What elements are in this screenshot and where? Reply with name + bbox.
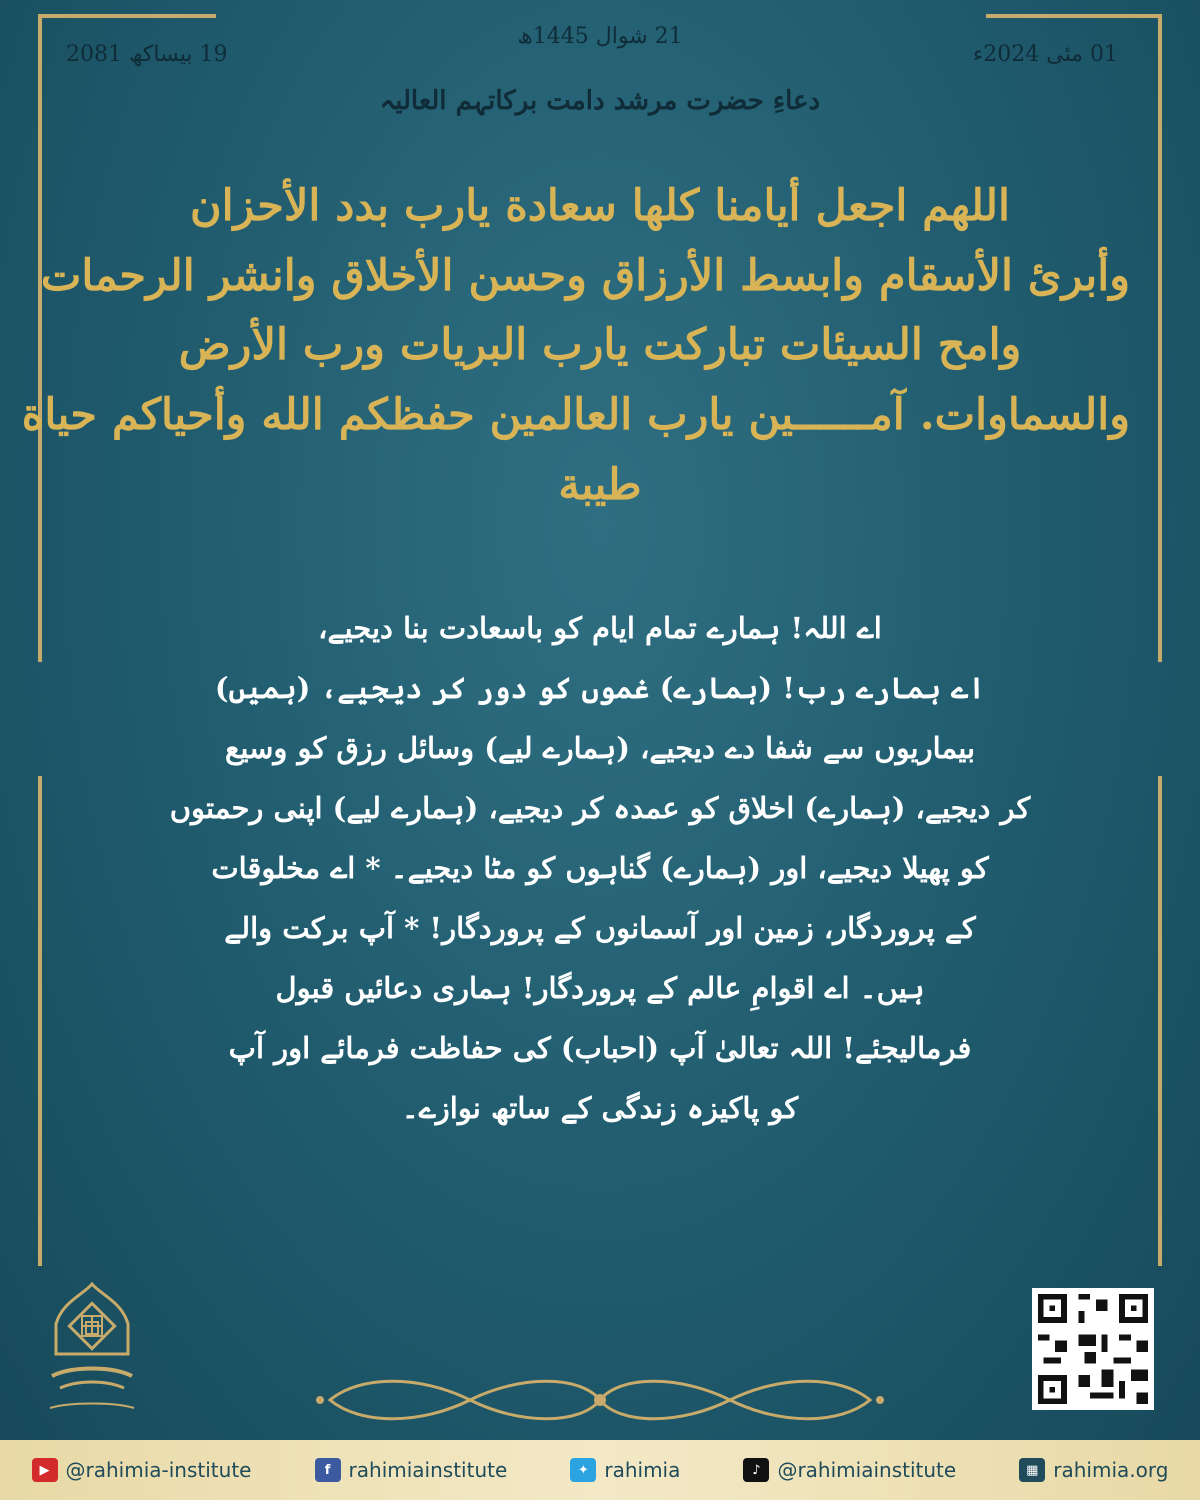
twitter-icon: ✦ bbox=[570, 1458, 596, 1482]
date-bikrami: 19 بیساکھ 2081 bbox=[66, 42, 228, 67]
footer-facebook[interactable] bbox=[315, 1458, 508, 1482]
date-gregorian: 01 مئی 2024ء bbox=[972, 42, 1118, 67]
social-footer bbox=[0, 1440, 1200, 1500]
footer-website[interactable] bbox=[1019, 1458, 1168, 1482]
footer-label: rahimia.org bbox=[1053, 1458, 1169, 1482]
urdu-line: کر دیجیے، (ہمارے) اخلاق کو عمدہ کر دیجیے، (ہمارے لیے) اپنی رحمتوں bbox=[169, 791, 1031, 826]
qr-code-icon[interactable] bbox=[1032, 1288, 1154, 1410]
footer-tiktok[interactable] bbox=[743, 1458, 956, 1482]
urdu-line: اے اللہ! ہمارے تمام ایام کو باسعادت بنا دیجیے، bbox=[318, 611, 882, 645]
ornament-divider-icon bbox=[300, 1370, 900, 1430]
footer-label: rahimia bbox=[604, 1458, 681, 1482]
frame-top-right bbox=[986, 14, 1162, 18]
tiktok-icon: ♪ bbox=[743, 1458, 769, 1482]
arabic-line: طيبة bbox=[558, 459, 642, 510]
arabic-line: وامح السيئات تباركت يارب البريات ورب الأرض bbox=[178, 320, 1022, 371]
date-hijri: 21 شوال 1445ھ bbox=[517, 24, 683, 49]
frame-left-lower bbox=[38, 776, 42, 1266]
urdu-line: ہیں۔ اے اقوامِ عالم کے پروردگار! ہماری دعائیں قبول bbox=[275, 971, 925, 1006]
urdu-line: اے ہمارے رب! (ہمارے) غموں کو دور کر دیجیے، (ہمیں) bbox=[214, 671, 986, 706]
arabic-line: والسماوات. آمــــــين يارب العالمين حفظكم الله وأحياكم حياة bbox=[21, 389, 1130, 440]
website-icon: ▦ bbox=[1019, 1458, 1045, 1482]
arabic-line: وأبرئ الأسقام وابسط الأرزاق وحسن الأخلاق وانشر الرحمات bbox=[40, 250, 1130, 301]
frame-top-left bbox=[38, 14, 216, 18]
footer-twitter[interactable] bbox=[570, 1458, 680, 1482]
urdu-line: کو پھیلا دیجیے، اور (ہمارے) گناہوں کو مٹا دیجیے۔ * اے مخلوقات bbox=[211, 851, 989, 886]
footer-youtube[interactable] bbox=[32, 1458, 252, 1482]
rahimia-logo-icon bbox=[42, 1280, 142, 1440]
youtube-icon: ▶ bbox=[32, 1458, 58, 1482]
urdu-line: بیماریوں سے شفا دے دیجیے، (ہمارے لیے) وسائل رزق کو وسیع bbox=[224, 731, 976, 766]
arabic-dua bbox=[21, 172, 1130, 520]
urdu-translation bbox=[150, 598, 1050, 1138]
urdu-line: کے پروردگار، زمین اور آسمانوں کے پروردگار! * آپ برکت والے bbox=[224, 911, 976, 946]
facebook-icon: f bbox=[315, 1458, 341, 1482]
urdu-line: کو پاکیزہ زندگی کے ساتھ نوازے۔ bbox=[401, 1091, 799, 1126]
arabic-line: اللهم اجعل أيامنا كلها سعادة يارب بدد الأحزان bbox=[190, 181, 1010, 231]
frame-right-lower bbox=[1158, 776, 1162, 1266]
footer-label: @rahimiainstitute bbox=[777, 1458, 957, 1482]
footer-label: rahimiainstitute bbox=[348, 1458, 508, 1482]
dua-subtitle: دعاءِ حضرت مرشد دامت برکاتہم العالیہ bbox=[379, 86, 821, 116]
footer-label: @rahimia-institute bbox=[65, 1458, 252, 1482]
urdu-line: فرمالیجئے! اللہ تعالیٰ آپ (احباب) کی حفاظت فرمائے اور آپ bbox=[228, 1031, 972, 1066]
